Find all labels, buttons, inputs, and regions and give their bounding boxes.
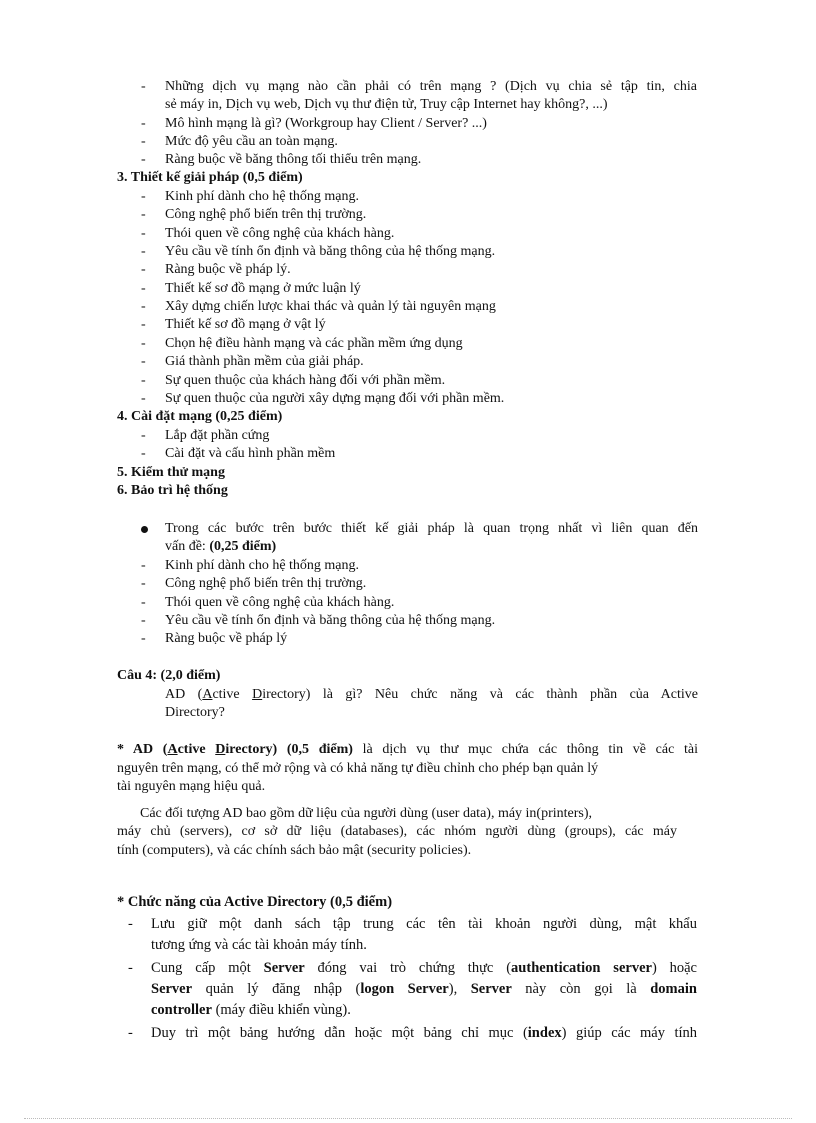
list-item: Mức độ yêu cầu an toàn mạng. [165,134,338,149]
list-dash: - [141,134,146,149]
list-item: Thiết kế sơ đồ mạng ở vật lý [165,317,326,332]
ad-part: D [215,742,226,757]
text-part: Server [470,981,512,997]
list-dash: - [141,79,146,94]
list-item: Sự quen thuộc của người xây dựng mạng đối với phần mềm. [165,391,505,406]
list-dash: - [141,354,146,369]
objects-paragraph-cont: máy chủ (servers), cơ sở dữ liệu (databases), các nhóm người dùng (groups), các máy [117,824,677,839]
text-part: Cung cấp một [151,960,264,976]
list-item: Công nghệ phổ biến trên thị trường. [165,576,367,591]
note-points: (0,25 điểm) [209,539,277,554]
list-item [151,1023,697,1044]
q-part: irectory) là gì? Nêu chức năng và các thành phần của Active [262,687,698,702]
ad-part: A [167,742,178,757]
text-part: authentication server [511,960,652,976]
text-part: Server [263,960,305,976]
list-item: Ràng buộc về băng thông tối thiểu trên mạng. [165,152,422,167]
bullet-icon [141,526,148,533]
list-item-cont [151,979,697,1000]
ad-part: * AD ( [117,742,168,757]
q-part: ctive [212,687,253,702]
list-item: Thói quen về công nghệ của khách hàng. [165,595,395,610]
list-item: Ràng buộc về pháp lý. [165,262,291,277]
list-dash: - [141,152,146,167]
text-part: controller [151,1002,212,1018]
list-item: Kinh phí dành cho hệ thống mạng. [165,189,360,204]
list-dash: - [141,244,146,259]
q-part: D [252,687,263,702]
list-item: Chọn hệ điều hành mạng và các phần mềm ứng dụng [165,336,463,351]
text-part: domain [650,981,697,997]
ad-definition-cont: tài nguyên mạng hiệu quả. [117,779,266,794]
list-item: Lắp đặt phần cứng [165,428,270,443]
list-item: Ràng buộc về pháp lý [165,631,288,646]
text-part: ) giúp các máy tính [561,1025,698,1041]
list-dash: - [141,576,146,591]
text-part: quản lý đăng nhập ( [192,981,361,997]
list-item: Thiết kế sơ đồ mạng ở mức luận lý [165,281,361,296]
question-text [165,686,698,704]
list-dash: - [141,391,146,406]
section-heading-design: 3. Thiết kế giải pháp (0,5 điểm) [117,170,303,185]
list-item: Yêu cầu về tính ổn định và băng thông của hệ thống mạng. [165,613,496,628]
ad-part: ctive [177,742,216,757]
section-heading-testing: 5. Kiểm thử mạng [117,465,225,480]
ad-definition-cont: nguyên trên mạng, có thể mở rộng và có khả năng tự điều chỉnh cho phép bạn quản lý [117,761,599,776]
text-part: Server [151,981,193,997]
note-text-cont [165,538,276,556]
list-dash: - [128,1025,133,1041]
list-dash: - [128,960,133,976]
list-item: Sự quen thuộc của khách hàng đối với phần mềm. [165,373,446,388]
objects-paragraph-cont: tính (computers), và các chính sách bảo mật (security policies). [117,843,472,858]
list-dash: - [141,446,146,461]
text-part: này còn gọi là [511,981,651,997]
list-item: Cài đặt và cấu hình phần mềm [165,446,336,461]
text-part: ) hoặc [651,960,697,976]
q-part: AD ( [165,687,203,702]
list-dash: - [141,281,146,296]
list-dash: - [141,226,146,241]
list-item: Những dịch vụ mạng nào cần phải có trên mạng ? (Dịch vụ chia sẻ tập tin, chia [165,79,697,94]
list-dash: - [141,207,146,222]
ad-part: là dịch vụ thư mục chứa các thông tin về các tài [352,742,698,757]
list-dash: - [141,336,146,351]
list-item: Lưu giữ một danh sách tập trung các tên tài khoản người dùng, mật khẩu [151,916,697,932]
list-dash: - [141,558,146,573]
ad-definition [117,741,698,759]
text-part: index [527,1025,562,1041]
question-heading: Câu 4: (2,0 điểm) [117,668,221,683]
list-item: Thói quen về công nghệ của khách hàng. [165,226,395,241]
list-item: sẻ máy in, Dịch vụ web, Dịch vụ thư điện tử, Truy cập Internet hay không?, ...) [165,97,608,112]
list-dash: - [141,613,146,628]
list-item-cont [151,1000,351,1021]
text-part: Duy trì một bảng hướng dẫn hoặc một bảng chỉ mục ( [151,1025,528,1041]
list-item: Kinh phí dành cho hệ thống mạng. [165,558,360,573]
text-part: (máy điều khiển vùng). [211,1002,351,1018]
q-part: A [202,687,213,702]
list-dash: - [141,428,146,443]
page-bottom-divider [24,1118,792,1119]
text-part: ), [448,981,471,997]
note-text: Trong các bước trên bước thiết kế giải pháp là quan trọng nhất vì liên quan đến [165,521,698,536]
list-item: Xây dựng chiến lược khai thác và quản lý tài nguyên mạng [165,299,496,314]
note-text-word: vấn đề: [165,539,206,554]
list-item: Công nghệ phổ biến trên thị trường. [165,207,367,222]
list-item: Giá thành phần mềm của giải pháp. [165,354,364,369]
list-dash: - [141,189,146,204]
list-item-cont: tương ứng và các tài khoản máy tính. [151,937,367,953]
objects-paragraph: Các đối tượng AD bao gồm dữ liệu của người dùng (user data), máy in(printers), [140,806,593,821]
functions-heading: * Chức năng của Active Directory (0,5 điểm) [117,894,393,910]
list-dash: - [141,373,146,388]
section-heading-maintenance: 6. Bảo trì hệ thống [117,483,228,498]
list-dash: - [141,595,146,610]
list-dash: - [141,299,146,314]
text-part: đóng vai trò chứng thực ( [304,960,512,976]
ad-part: irectory) (0,5 điểm) [225,742,353,757]
section-heading-install: 4. Cài đặt mạng (0,25 điểm) [117,409,283,424]
ad-label [117,742,353,757]
list-item [151,958,697,979]
list-dash: - [141,317,146,332]
question-text-cont: Directory? [165,705,225,720]
list-dash: - [141,116,146,131]
list-item: Yêu cầu về tính ổn định và băng thông của hệ thống mạng. [165,244,496,259]
text-part: logon Server [360,981,449,997]
list-dash: - [141,631,146,646]
list-dash: - [141,262,146,277]
list-item: Mô hình mạng là gì? (Workgroup hay Client / Server? ...) [165,116,487,131]
list-dash: - [128,916,133,932]
